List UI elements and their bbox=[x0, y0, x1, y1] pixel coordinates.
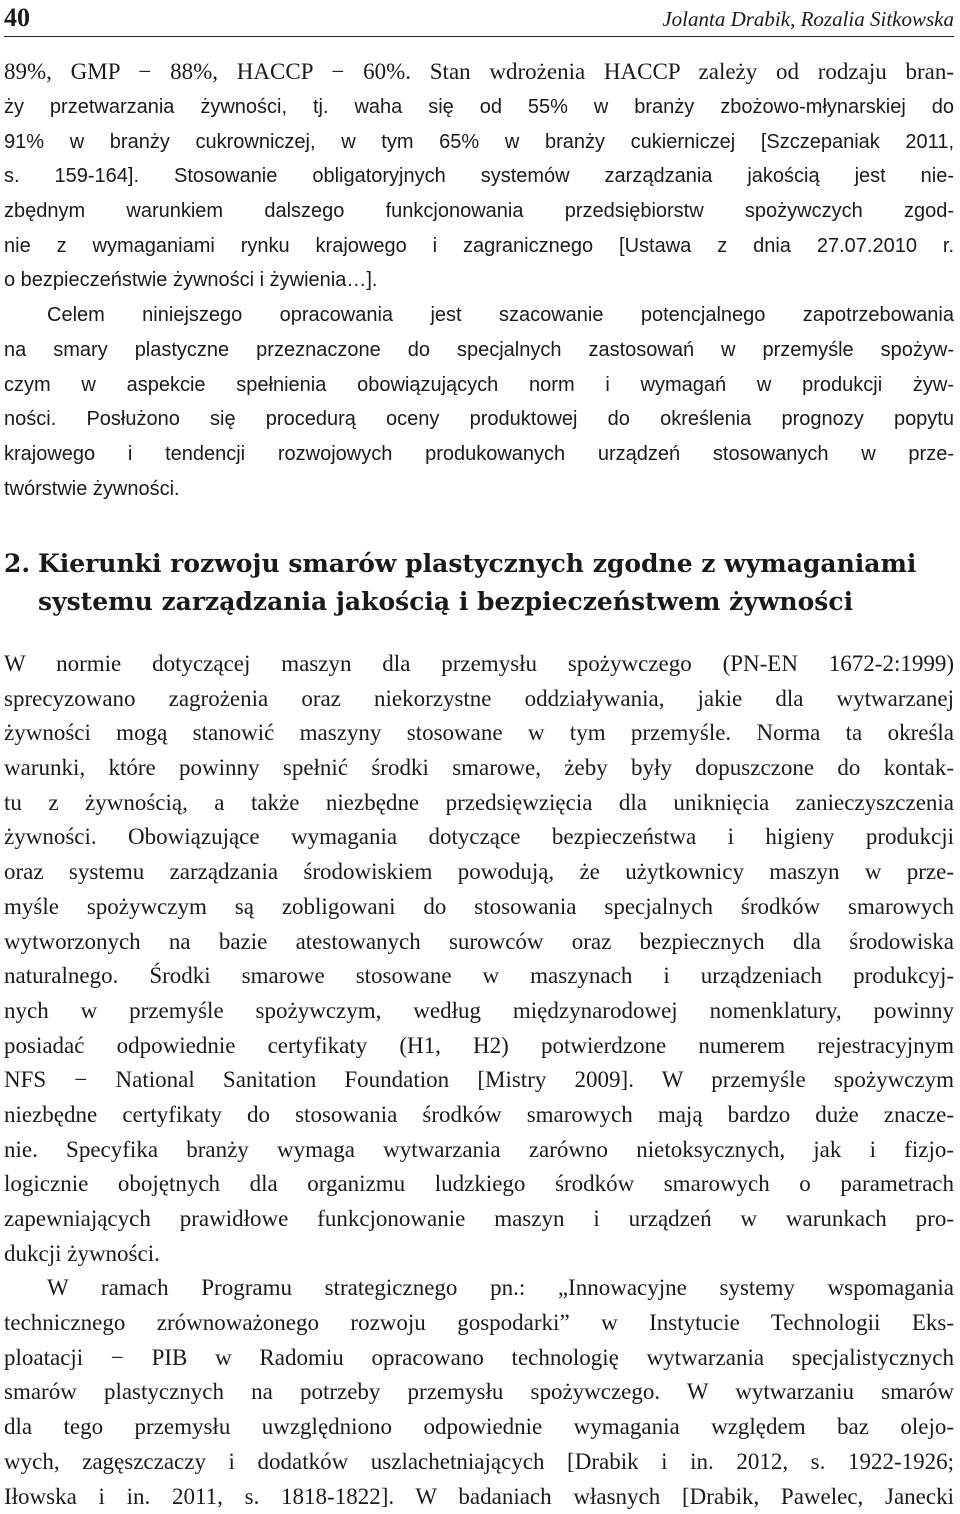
text-line: wytworzonych na bazie atestowanych surowców oraz bezpiecznych dla środowiska bbox=[4, 925, 954, 960]
text-line: logicznie obojętnych dla organizmu ludzkiego środków smarowych o parametrach bbox=[4, 1167, 954, 1202]
intro-sans-text bbox=[4, 90, 954, 506]
text-line: W ramach Programu strategicznego pn.: „Innowacyjne systemy wspomagania bbox=[4, 1271, 954, 1306]
section-heading bbox=[4, 545, 954, 621]
text-line: s. 159-164]. Stosowanie obligatoryjnych systemów zarządzania jakością jest nie- bbox=[4, 159, 954, 194]
text-line: tu z żywnością, a także niezbędne przedsięwzięcia dla uniknięcia zanieczyszczenia bbox=[4, 786, 954, 821]
text-line: technicznego zrównoważonego rozwoju gospodarki” w Instytucie Technologii Eks- bbox=[4, 1306, 954, 1341]
text-line: ploatacji − PIB w Radomiu opracowano technologię wytwarzania specjalistycznych bbox=[4, 1341, 954, 1376]
text-line: warunki, które powinny spełnić środki smarowe, żeby były dopuszczone do kontak- bbox=[4, 751, 954, 786]
running-header-authors: Jolanta Drabik, Rozalia Sitkowska bbox=[662, 5, 954, 33]
text-line: na smary plastyczne przeznaczone do specjalnych zastosowań w przemyśle spożyw- bbox=[4, 333, 954, 368]
text-line: W normie dotyczącej maszyn dla przemysłu spożywczego (PN-EN 1672-2:1999) bbox=[4, 647, 954, 682]
running-header bbox=[4, 2, 954, 37]
text-line: zapewniających prawidłowe funkcjonowanie maszyn i urządzeń w warunkach pro- bbox=[4, 1202, 954, 1237]
text-line: 91% w branży cukrowniczej, w tym 65% w branży cukierniczej [Szczepaniak 2011, bbox=[4, 125, 954, 160]
text-line: Iłowska i in. 2011, s. 1818-1822]. W badaniach własnych [Drabik, Pawelec, Janecki bbox=[4, 1480, 954, 1514]
text-line: posiadać odpowiednie certyfikaty (H1, H2) potwierdzone numerem rejestracyjnym bbox=[4, 1029, 954, 1064]
text-line: nie. Specyfika branży wymaga wytwarzania zarówno nietoksycznych, jak i fizjo- bbox=[4, 1133, 954, 1168]
text-line: oraz systemu zarządzania środowiskiem powodują, że użytkownicy maszyn w prze- bbox=[4, 855, 954, 890]
text-line: ży przetwarzania żywności, tj. waha się od 55% w branży zbożowo-młynarskiej do bbox=[4, 90, 954, 125]
text-line: nych w przemyśle spożywczym, według międzynarodowej nomenklatury, powinny bbox=[4, 994, 954, 1029]
text-line: twórstwie żywności. bbox=[4, 472, 954, 507]
section-heading-line: systemu zarządzania jakością i bezpieczeństwem żywności bbox=[4, 583, 954, 621]
text-line: dla tego przemysłu uwzględniono odpowiednie wymagania względem baz olejo- bbox=[4, 1410, 954, 1445]
page-number: 40 bbox=[4, 2, 30, 34]
text-line: zbędnym warunkiem dalszego funkcjonowania przedsiębiorstw spożywczych zgod- bbox=[4, 194, 954, 229]
text-line: sprecyzowano zagrożenia oraz niekorzystne oddziaływania, jakie dla wytwarzanej bbox=[4, 682, 954, 717]
text-line: ności. Posłużono się procedurą oceny produktowej do określenia prognozy popytu bbox=[4, 402, 954, 437]
text-line: żywności. Obowiązujące wymagania dotyczące bezpieczeństwa i higieny produkcji bbox=[4, 820, 954, 855]
text-line: naturalnego. Środki smarowe stosowane w maszynach i urządzeniach produkcyj- bbox=[4, 959, 954, 994]
text-line: Celem niniejszego opracowania jest szacowanie potencjalnego zapotrzebowania bbox=[4, 298, 954, 333]
text-line: 89%, GMP − 88%, HACCP − 60%. Stan wdrożenia HACCP zależy od rodzaju bran- bbox=[4, 55, 954, 90]
text-line: dukcji żywności. bbox=[4, 1237, 954, 1272]
text-line: NFS − National Sanitation Foundation [Mistry 2009]. W przemyśle spożywczym bbox=[4, 1063, 954, 1098]
text-line: wych, zagęszczaczy i dodatków uszlachetniających [Drabik i in. 2012, s. 1922-1926; bbox=[4, 1445, 954, 1480]
section-heading-line: Kierunki rozwoju smarów plastycznych zgodne z wymaganiami bbox=[38, 549, 916, 578]
text-line: krajowego i tendencji rozwojowych produkowanych urządzeń stosowanych w prze- bbox=[4, 437, 954, 472]
text-line: smarów plastycznych na potrzeby przemysłu spożywczego. W wytwarzaniu smarów bbox=[4, 1375, 954, 1410]
text-line: niezbędne certyfikaty do stosowania środków smarowych mają bardzo duże znacze- bbox=[4, 1098, 954, 1133]
text-line: żywności mogą stanowić maszyny stosowane w tym przemyśle. Norma ta określa bbox=[4, 716, 954, 751]
body-text bbox=[4, 647, 954, 1514]
section-number: 2. bbox=[4, 545, 38, 583]
text-line: czym w aspekcie spełnienia obowiązujących norm i wymagań w produkcji żyw- bbox=[4, 368, 954, 403]
text-line: myśle spożywczym są zobligowani do stosowania specjalnych środków smarowych bbox=[4, 890, 954, 925]
text-line: o bezpieczeństwie żywności i żywienia…]. bbox=[4, 263, 954, 298]
text-line: nie z wymaganiami rynku krajowego i zagranicznego [Ustawa z dnia 27.07.2010 r. bbox=[4, 229, 954, 264]
intro-serif-text bbox=[4, 55, 954, 90]
